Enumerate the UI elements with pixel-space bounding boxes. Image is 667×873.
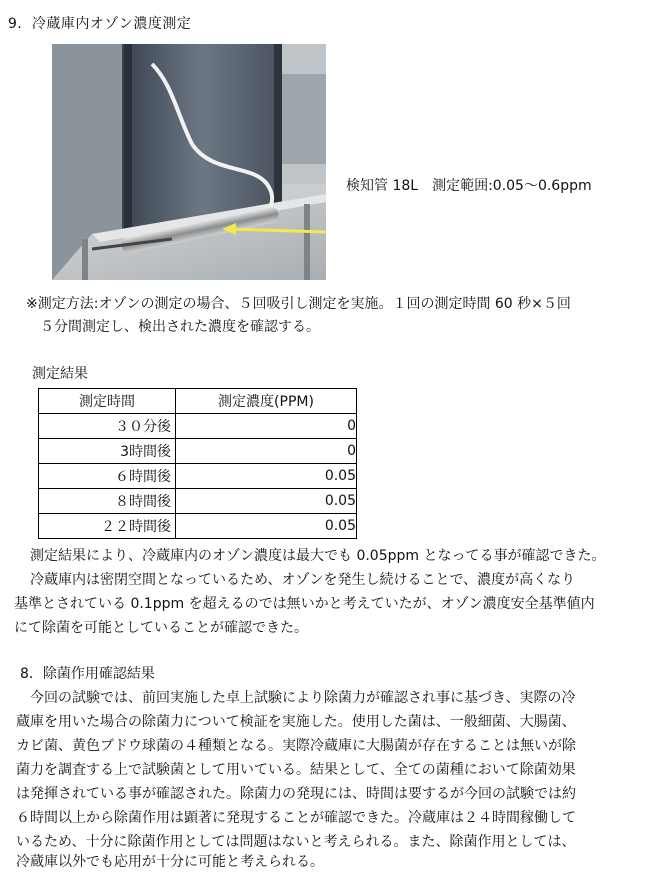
table-row — [39, 489, 357, 514]
column-header: 測定時間 — [39, 389, 176, 414]
conclusion-line: 冷蔵庫内は密閉空間となっているため、オゾンを発生し続けることで、濃度が高くなり — [30, 572, 576, 588]
body-line: 今回の試験では、前回実施した卓上試験により除菌力が確認され事に基づき、実際の冷 — [30, 690, 576, 706]
method-note-line2: ５分間測定し、検出された濃度を確認する。 — [40, 319, 320, 335]
value-cell: 0.05 — [176, 514, 357, 539]
time-cell: ２２時間後 — [39, 514, 176, 539]
table-header-row — [39, 389, 357, 414]
results-table — [38, 388, 357, 539]
section-8-title: 8．除菌作用確認結果 — [20, 666, 155, 682]
table-row — [39, 464, 357, 489]
body-line: いるため、十分に除菌作用としては問題はないと考えられる。また、除菌作用としては、 — [16, 834, 576, 850]
conclusion-line: 測定結果により、冷蔵庫内のオゾン濃度は最大でも 0.05ppm となってる事が確認できた。 — [30, 548, 606, 564]
time-cell: ８時間後 — [39, 489, 176, 514]
results-label: 測定結果 — [32, 366, 88, 382]
body-line: ６時間以上から除菌作用は顕著に発現することが確認できた。冷蔵庫は２４時間稼働して — [16, 810, 576, 826]
conclusion-line: 基準とされている 0.1ppm を超えるのでは無いかと考えていたが、オゾン濃度安全基準値内 — [14, 596, 595, 612]
conclusion-line: にて除菌を可能としていることが確認できた。 — [14, 620, 308, 636]
value-cell: 0.05 — [176, 489, 357, 514]
value-cell: 0 — [176, 439, 357, 464]
value-cell: 0.05 — [176, 464, 357, 489]
photo-caption: 検知管 18L 測定範囲:0.05～0.6ppm — [346, 178, 592, 194]
body-line: 冷蔵庫以外でも応用が十分に可能と考えられる。 — [16, 854, 324, 870]
time-cell: ６時間後 — [39, 464, 176, 489]
section-9-title: 9．冷蔵庫内オゾン濃度測定 — [8, 16, 192, 32]
table-row — [39, 414, 357, 439]
table-row — [39, 439, 357, 464]
refrigerator-photo — [52, 44, 326, 280]
value-cell: 0 — [176, 414, 357, 439]
method-note-line1: ※測定方法:オゾンの測定の場合、５回吸引し測定を実施。１回の測定時間 60 秒×５回 — [26, 296, 571, 312]
time-cell: 3時間後 — [39, 439, 176, 464]
time-cell: ３０分後 — [39, 414, 176, 439]
column-header: 測定濃度(PPM) — [176, 389, 357, 414]
body-line: 蔵庫を用いた場合の除菌力について検証を実施した。使用した菌は、一般細菌、大腸菌、 — [16, 714, 576, 730]
body-line: は発揮されている事が確認された。除菌力の発現には、時間は要するが今回の試験では約 — [16, 786, 576, 802]
body-line: カビ菌、黄色ブドウ球菌の４種類となる。実際冷蔵庫に大腸菌が存在することは無いが除 — [16, 738, 576, 754]
table-row — [39, 514, 357, 539]
body-line: 菌力を調査する上で試験菌として用いている。結果として、全ての菌種において除菌効果 — [16, 762, 576, 778]
